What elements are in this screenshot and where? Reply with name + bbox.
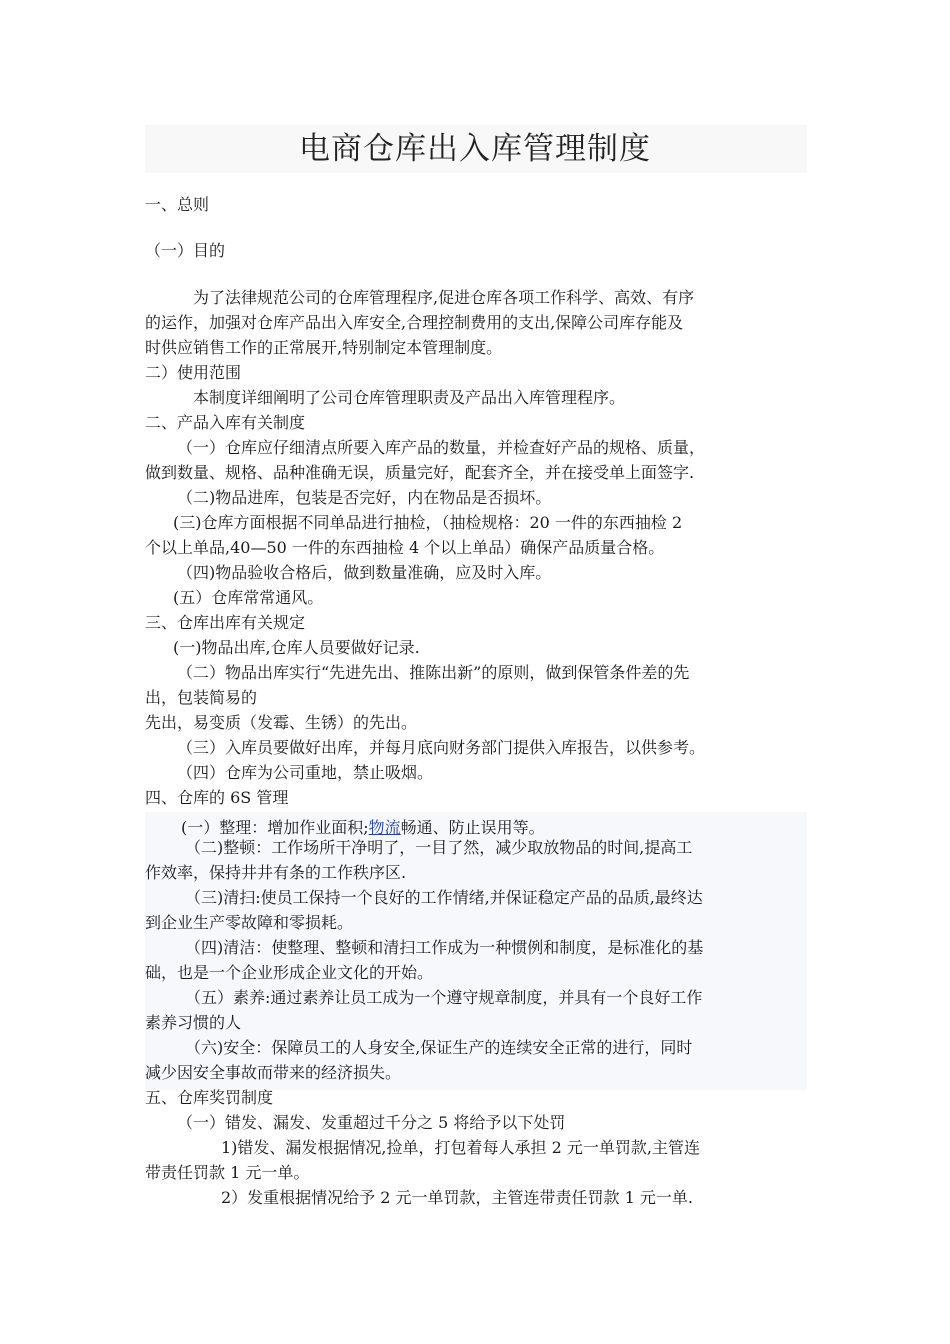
text-line: (一)物品出库,仓库人员要做好记录. [173, 638, 420, 657]
text-line: 为了法律规范公司的仓库管理程序,促进仓库各项工作科学、高效、有序 [193, 288, 695, 307]
text-line: 到企业生产零故障和零损耗。 [145, 913, 354, 932]
text-line: 础，也是一个企业形成企业文化的开始。 [145, 963, 434, 982]
text-line: 作效率，保持井井有条的工作秩序区. [145, 863, 407, 882]
text-line: 三、仓库出库有关规定 [145, 613, 306, 632]
text-line: （三）入库员要做好出库，并每月底向财务部门提供入库报告，以供参考。 [177, 738, 706, 757]
text-line: （一）错发、漏发、发重超过千分之 5 将给予以下处罚 [177, 1113, 566, 1132]
text-line: 四、仓库的 6S 管理 [145, 788, 289, 807]
text-line: 1)错发、漏发根据情况,捡单，打包着每人承担 2 元一单罚款,主管连 [221, 1138, 700, 1157]
text-line: 做到数量、规格、品种准确无误，质量完好，配套齐全，并在接受单上面签字. [145, 463, 695, 482]
text-line: 先出，易变质（发霉、生锈）的先出。 [145, 713, 418, 732]
logistics-link[interactable]: 物流 [368, 818, 401, 837]
text-line: 时供应销售工作的正常展开,特别制定本管理制度。 [145, 338, 503, 357]
text-line: 的运作，加强对仓库产品出入库安全,合理控制费用的支出,保障公司库存能及 [145, 313, 684, 332]
text-line: （五）素养:通过素养让员工成为一个遵守规章制度，并具有一个良好工作 [185, 988, 703, 1007]
text-line: （一）仓库应仔细清点所要入库产品的数量，并检查好产品的规格、质量， [177, 438, 706, 457]
text-line: （二）物品出库实行“先进先出、推陈出新”的原则，做到保管条件差的先 [177, 663, 690, 682]
text-line: 二、产品入库有关制度 [145, 413, 306, 432]
text-line: 二）使用范围 [145, 363, 242, 382]
text-line: 个以上单品,40—50 一件的东西抽检 4 个以上单品）确保产品质量合格。 [145, 538, 665, 557]
text-line: 素养习惯的人 [145, 1013, 242, 1032]
text-line: （三)清扫:使员工保持一个良好的工作情绪,并保证稳定产品的品质,最终达 [185, 888, 703, 907]
text-line: （四)清洁：使整理、整顿和清扫工作成为一种惯例和制度，是标准化的基 [185, 938, 704, 957]
text-line: （四）仓库为公司重地，禁止吸烟。 [177, 763, 434, 782]
6s-item-1 [145, 816, 843, 840]
text-line: 一、总则 [145, 195, 210, 214]
text-line: （四)物品验收合格后，做到数量准确，应及时入库。 [177, 563, 552, 582]
text-line: 2）发重根据情况给予 2 元一单罚款，主管连带责任罚款 1 元一单. [221, 1188, 693, 1207]
document-title: 电商仓库出入库管理制度 [299, 131, 651, 167]
text-line: 带责任罚款 1 元一单。 [145, 1163, 310, 1182]
text-line: （一）目的 [145, 241, 226, 260]
text-line: 出，包装简易的 [145, 688, 258, 707]
text-line: 减少因安全事故而带来的经济损失。 [145, 1063, 402, 1082]
text-line: （六)安全：保障员工的人身安全,保证生产的连续安全正常的进行，同时 [185, 1038, 693, 1057]
text-line: 五、仓库奖罚制度 [145, 1088, 274, 1107]
text-line: (三)仓库方面根据不同单品进行抽检，（抽检规格：20 一件的东西抽检 2 [173, 513, 683, 532]
text-line: 本制度详细阐明了公司仓库管理职责及产品出入库管理程序。 [193, 388, 626, 407]
6s-item-1-prefix: (一）整理：增加作业面积; [181, 818, 369, 837]
text-line: （二)整顿：工作场所干净明了，一目了然，减少取放物品的时间,提高工 [185, 838, 693, 857]
text-line: (五）仓库常常通风。 [173, 588, 324, 607]
6s-item-1-suffix: 畅通、防止误用等。 [400, 818, 545, 837]
text-line: （二)物品进库，包装是否完好，内在物品是否损坏。 [177, 488, 552, 507]
